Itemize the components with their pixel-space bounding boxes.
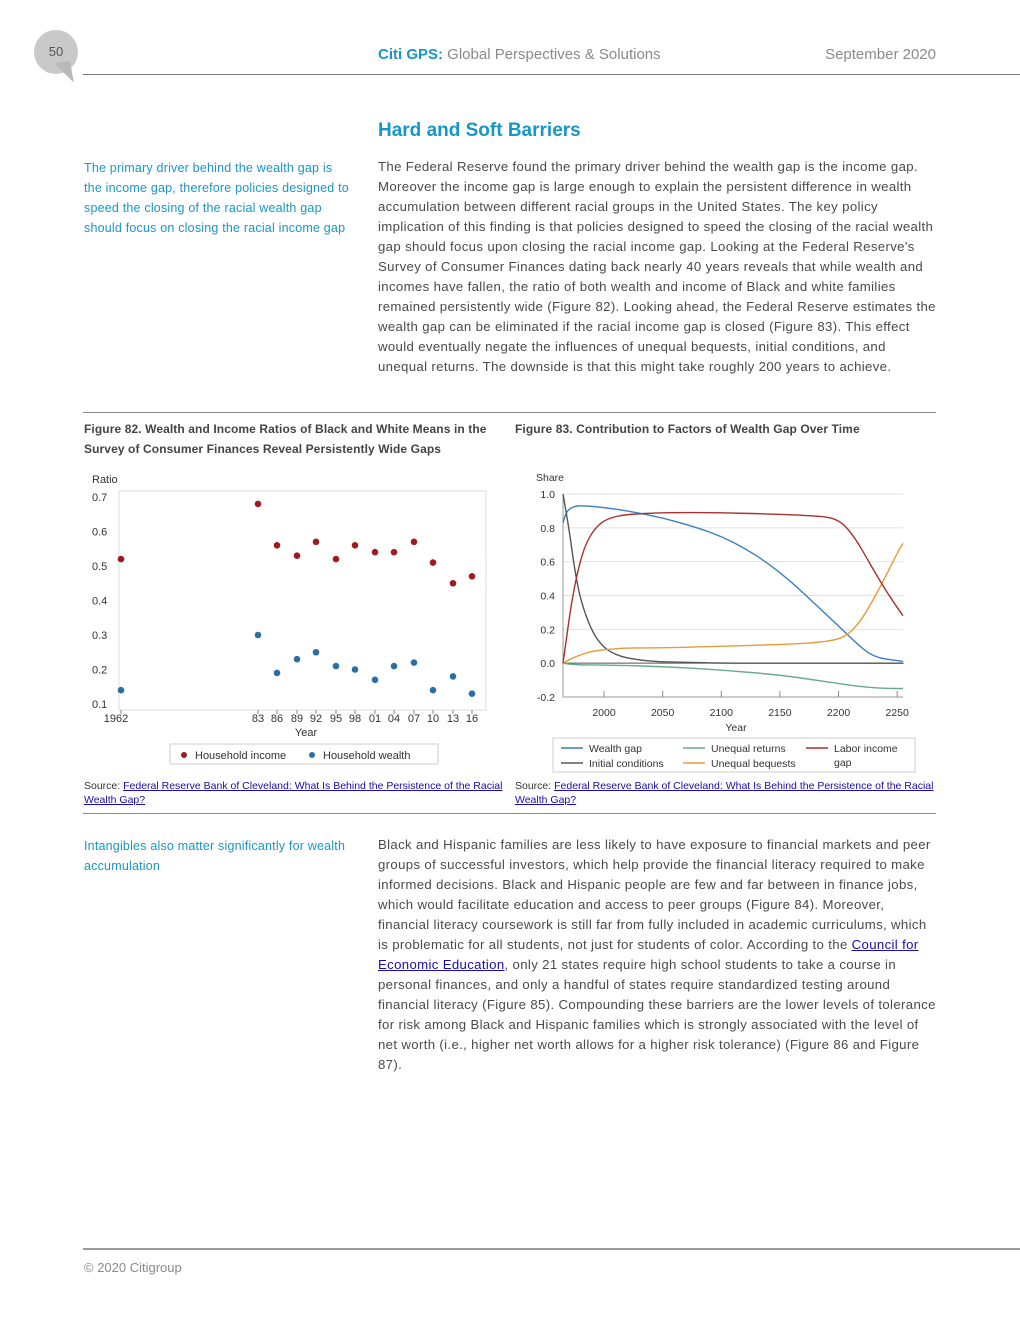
- fig83-line-labor-income-gap: [563, 513, 903, 664]
- fig82-plot-frame: [119, 491, 486, 710]
- figure-82-chart: [84, 466, 504, 770]
- fig82-x-tick-label: 89: [290, 713, 304, 725]
- paragraph-federal-reserve: The Federal Reserve found the primary driver behind the wealth gap is the income gap. Moreover the income gap is large enough to explain the persistent difference in wealth accumulation between different racial groups in the United States. The key policy implication of this finding is that policies designed to speed the closing of the racial wealth gap should focus upon closing the racial income gap. Looking at the Federal Reserve's Survey of Consumer Finances dating back nearly 40 years reveals that while wealth and incomes have fallen, the ratio of both wealth and income of Black and white families remained persistently wide (Figure 82). Looking ahead, the Federal Reserve estimates the wealth gap can be eliminated if the racial income gap is closed (Figure 83). This effect would eventually negate the influences of unequal bequests, initial conditions, and unequal returns. The downside is that this might take roughly 200 years to achieve.: [378, 159, 936, 374]
- figure-83-source: [515, 779, 935, 807]
- fig83-line-unequal-bequests: [563, 543, 903, 663]
- figure-83-source-prefix: Source:: [515, 780, 555, 792]
- fig82-income-point: [255, 501, 262, 508]
- footer-divider: [83, 1248, 1020, 1250]
- fig83-y-tick-label: -0.2: [536, 692, 555, 704]
- fig83-legend-label: Initial conditions: [589, 758, 664, 770]
- fig83-legend-label: Unequal bequests: [711, 758, 796, 770]
- header-date: September 2020: [825, 46, 936, 63]
- fig82-wealth-point: [450, 673, 457, 680]
- fig83-y-tick-label: 1.0: [540, 489, 555, 501]
- para2-text-before: Black and Hispanic families are less likely to have exposure to financial markets and peer groups of successful investors, which help provide the financial literacy required to make informed decisions. Black and Hispanic people are few and far between in finance jobs, which would facilitate education and access to peer groups (Figure 84). Moreover, financial literacy coursework is still far from fully included in academic curriculums, which is problematic for all students, not just for students of color. According to the: [378, 837, 931, 952]
- fig82-wealth-point: [255, 632, 262, 639]
- fig83-y-axis-label: Share: [536, 472, 565, 484]
- para2-text-after: , only 21 states require high school students to take a course in personal finances, and only a handful of states require standardized testing around financial literacy (Figure 85). Compounding these barriers are the lower levels of tolerance for risk among Black and Hispanic families which is strongly associated with the level of net worth (i.e., higher net worth allows for a higher risk tolerance) (Figure 86 and Figure 87).: [378, 957, 936, 1072]
- fig83-legend-label: Wealth gap: [589, 743, 642, 755]
- fig82-x-tick-label: 10: [426, 713, 440, 725]
- fig82-income-point: [411, 539, 418, 546]
- fig82-legend-marker: [181, 752, 187, 758]
- fig82-x-tick-label: 13: [446, 713, 460, 725]
- fig82-legend-label: Household income: [195, 750, 287, 762]
- fig83-line-unequal-returns: [563, 663, 903, 688]
- fig82-income-point: [274, 542, 281, 549]
- fig82-y-tick-label: 0.1: [92, 699, 108, 711]
- fig82-wealth-point: [333, 663, 340, 670]
- fig82-income-point: [352, 542, 359, 549]
- header-brand: [378, 46, 661, 63]
- page-number: 50: [34, 30, 78, 74]
- fig83-x-tick-label: 2150: [768, 707, 792, 719]
- figure-82-source: [84, 779, 504, 807]
- fig83-x-tick-label: 2100: [709, 707, 733, 719]
- figure-bottom-divider: [83, 813, 936, 814]
- figure-82-source-link[interactable]: Federal Reserve Bank of Cleveland: What Is Behind the Persistence of the Racial Wealth Gap?: [84, 780, 503, 806]
- figure-83-chart: [515, 466, 935, 776]
- figure-82-source-prefix: Source:: [84, 780, 124, 792]
- fig82-x-tick-label: 01: [368, 713, 382, 725]
- paragraph-financial-literacy: [378, 835, 938, 1075]
- fig82-wealth-point: [372, 677, 379, 684]
- council-for-economic-education-link[interactable]: Council for Economic Education: [378, 937, 919, 972]
- fig82-y-tick-label: 0.6: [92, 526, 108, 539]
- brand-subtitle: Global Perspectives & Solutions: [443, 46, 661, 63]
- fig82-wealth-point: [391, 663, 398, 670]
- fig82-y-tick-label: 0.7: [92, 492, 108, 504]
- fig83-x-tick-label: 2000: [592, 707, 616, 719]
- fig83-y-tick-label: 0.6: [540, 556, 555, 569]
- fig83-x-tick-label: 2200: [826, 707, 851, 719]
- fig82-wealth-point: [411, 659, 418, 666]
- fig82-x-tick-label: 04: [387, 713, 401, 725]
- brand-bold: Citi GPS:: [378, 46, 444, 63]
- fig82-y-tick-label: 0.3: [92, 630, 108, 642]
- fig82-y-axis-label: Ratio: [92, 474, 118, 486]
- fig82-wealth-point: [352, 666, 359, 673]
- figure-83-title: Figure 83. Contribution to Factors of Wealth Gap Over Time: [515, 422, 860, 436]
- fig82-x-tick-label: 92: [309, 713, 323, 725]
- fig83-y-tick-label: 0.8: [540, 522, 555, 535]
- fig82-income-point: [469, 573, 476, 580]
- fig82-income-point: [372, 549, 379, 556]
- fig82-income-point: [313, 539, 320, 546]
- fig82-wealth-point: [313, 649, 320, 656]
- fig82-x-tick-label: 1962: [103, 713, 129, 725]
- sidenote-intangibles: Intangibles also matter significantly for wealth accumulation: [84, 839, 346, 873]
- fig82-x-tick-label: 16: [465, 713, 479, 725]
- figure-83-source-link[interactable]: Federal Reserve Bank of Cleveland: What Is Behind the Persistence of the Racial Wealth Gap?: [515, 780, 934, 806]
- fig82-wealth-point: [469, 690, 476, 697]
- fig83-x-tick-label: 2250: [885, 707, 909, 719]
- fig83-y-tick-label: 0.0: [540, 658, 555, 671]
- fig83-line-wealth-gap: [563, 506, 903, 662]
- fig82-income-point: [294, 552, 301, 559]
- fig82-wealth-point: [430, 687, 437, 694]
- fig82-income-point: [118, 556, 125, 563]
- section-title: Hard and Soft Barriers: [378, 120, 581, 141]
- fig82-income-point: [333, 556, 340, 563]
- fig82-legend-label: Household wealth: [323, 750, 411, 762]
- sidenote-income-gap: The primary driver behind the wealth gap is the income gap, therefore policies designed to speed the closing of the racial wealth gap should focus on closing the racial income gap: [84, 161, 349, 235]
- fig82-y-tick-label: 0.4: [92, 595, 108, 608]
- fig82-x-tick-label: 86: [270, 713, 284, 725]
- fig82-y-tick-label: 0.5: [92, 561, 108, 573]
- fig82-wealth-point: [274, 670, 281, 677]
- fig82-wealth-point: [294, 656, 301, 663]
- figure-82-title: Figure 82. Wealth and Income Ratios of Black and White Means in the Survey of Consumer Finances Reveal Persistently Wide Gaps: [84, 422, 487, 456]
- fig82-x-tick-label: 98: [348, 713, 362, 725]
- fig83-y-tick-label: 0.2: [540, 624, 555, 637]
- fig83-y-tick-label: 0.4: [540, 590, 555, 603]
- fig82-x-tick-label: 95: [329, 713, 343, 725]
- fig83-line-initial-conditions: [563, 494, 903, 663]
- fig83-x-tick-label: 2050: [650, 707, 675, 719]
- fig83-legend-label-line: Labor income: [834, 743, 898, 755]
- fig82-legend-marker: [309, 752, 315, 758]
- fig82-income-point: [430, 559, 437, 566]
- fig82-income-point: [450, 580, 457, 587]
- fig82-x-tick-label: 07: [407, 713, 421, 725]
- footer-copyright: © 2020 Citigroup: [84, 1260, 182, 1275]
- fig82-income-point: [391, 549, 398, 556]
- fig83-legend-label-line: gap: [834, 757, 852, 769]
- fig83-x-axis-label: Year: [725, 722, 747, 734]
- fig82-x-axis-label: Year: [294, 727, 318, 739]
- header-divider: [83, 74, 1020, 75]
- fig82-wealth-point: [118, 687, 125, 694]
- fig83-legend-label: Unequal returns: [711, 743, 786, 755]
- fig82-y-tick-label: 0.2: [92, 664, 108, 677]
- figure-top-divider: [83, 412, 936, 413]
- fig82-x-tick-label: 83: [251, 713, 265, 725]
